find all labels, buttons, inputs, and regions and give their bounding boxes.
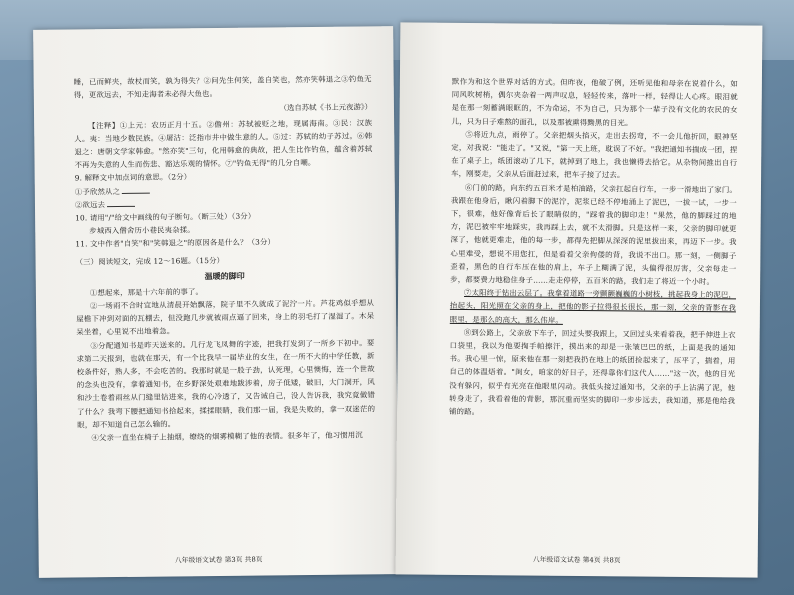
- question-10: 10. 请用"/"给文中画线的句子断句。（断三处）（3分）: [75, 211, 256, 223]
- paragraph-4-continued: 默作为和这个世界对话的方式。但昨夜，他破了例，还听见他和母亲在说着什么，如同风吹树梢，偶尔夹杂着一两声叹息，轻轻传来，落叶一样，轻得让人心疼。眼泪就是在那一刻蓄满眼眶的，不为命运，不为自己，只为那个一辈子没有文化的农民的女儿，只为日子难熬的面孔，以及那被熏得黝黑的目光。: [451, 76, 738, 128]
- answer-blank[interactable]: [107, 206, 135, 207]
- exam-page-right: [396, 22, 763, 577]
- paragraph-1: ①想起来，那是十六年前的事了。: [89, 286, 204, 298]
- paragraph-6: ⑥门前的路，向东约五百米才是柏油路，父亲扛起自行车，一步一滑地出了家门。我跟在他身后，瞅闪着脚下的泥泞，泥浆已经不停地涌上了泥巴，一拔一试，一步一下，很难，他好像背后长了眼睛似的，"踩着我的脚印走！"果然，他的脚踩过的地方，泥巴被牢牢地踩实，我再踩上去，就不太滑脚。只是这样一来，父亲的脚印就更深了，他就更难走，他的每一步，都得先把脚从深深的泥里拔出来，再迈下一步。我心里难受，想说不用您扛，但是看着父亲佝偻的背，我说不出口。那一刻，一侧脚子歪着，黑色的自行车压在他的肩上，车子上糊满了泥，头偏得很厉害，父亲每走一步，都要费力地稳住身子……走走停停，五百米的路，我们走了将近一个小时。: [450, 182, 738, 287]
- paragraph-5: ⑤将近九点，雨停了。父亲把烟头掐灭，走出去拐弯，不一会儿他折回，眼神坚定，对我说："能走了。"又说，"第一天上班，耽误了不好。"我把通知书揣成一团，捏在了桌子上，纸团滚动了几下，就掉到了地上，我也懒得去拾它。从杂物间推出自行车，刚要走，父亲从后面赶过来，把车子接了过去。: [451, 129, 738, 180]
- question-9: 9. 解释文中加点词的意思。（2分）: [74, 172, 192, 183]
- paragraph-2: ②一场雨不合时宜地从清晨开始飘落，院子里不久就成了泥泞一片。芦花鸡似乎想从屋檐下冲到对面的瓦棚去，但没跑几步就被雨点逼了回来，身上的羽毛打了湿湿了。木呆呆坐着，心里说不出地着急。: [76, 298, 375, 337]
- answer-blank[interactable]: [122, 192, 150, 193]
- paragraph-7-underlined: ⑦太阳终于钻出云层了。我拿着道路一旁颤颤巍巍的小树枝，挑起我身上的泥巴，抬起头，阳光照在父亲的身上，把他的影子拉得很长很长，那一刻，父亲的背影在我眼里，是那么的高大，那么伟岸。: [449, 288, 737, 325]
- exam-page-left: [33, 26, 399, 578]
- left-page-content: [74, 72, 376, 444]
- page-footer-left: 八年级语文试卷 第3页 共8页: [174, 555, 263, 565]
- question-11: 11. 文中作者"自笑"和"笑韩退之"的原因各是什么？（3分）: [75, 237, 276, 249]
- right-page-content: [449, 75, 738, 421]
- question-9a: ①予欣然从之: [75, 182, 373, 198]
- page-footer-right: 八年级语文试卷 第4页 共8页: [532, 555, 621, 565]
- article-title: 温暖的脚印: [204, 270, 245, 281]
- question-9b: ②欲远去: [75, 195, 373, 211]
- paragraph-8: ⑧到公路上，父亲放下车子，回过头要我跟上，又回过头来看着我，把手伸进上衣口袋里，我以为他要掏手帕擦汗，摸出来的却是一张皱巴巴的纸，上面是我的通知书。我心里一惊，原来他在那一刻把我扔在地上的纸团捡起来了，压平了，揣着，用自己的体温焐着。"闺女，咱家的好日子，还得靠你们这代人……"这一次，他的目光没有躲闪，似乎有光亮在他眼里闪动。我低头接过通知书，父亲的手上沾满了泥，他转身走了，我看着他的背影，那沉重而坚实的脚印一步步远去，我知道，那是他给我铺的路。: [448, 327, 736, 417]
- paragraph-4-start: ④父亲一直坐在椅子上抽烟，缭绕的烟雾模糊了他的表情。很多年了，他习惯用沉: [91, 430, 363, 443]
- source-citation: （选自苏轼《书上元夜游》）: [279, 102, 373, 113]
- paragraph-3: ③分配通知书是昨天送来的。几行龙飞凤舞的字迹，把我打发到了一所乡下初中。要求第二天报到，也就在那天，有一个比我早一届毕业的女生，在一所不大的中学任教，新校条件好，熟人多，不会吃苦的。我那时就是一股子劲，认死理，心里懊悔，连一个世故的念头也没有，拿着通知书，在乡野深处艰难地跋涉着，房子低矮，破旧，大门洞开，风和沙土卷着雨丝从门缝里钻进来，我的心冷透了，又告诫自己，没人告诉我，我究竟做错了什么？我弯下腰把通知书拾起来，揉揉眼睛，我们那一届，我是失败的，拿一双迷茫的眼，却不知道自己怎么输的。: [76, 337, 376, 430]
- section-3-heading: （三）阅读短文，完成 12～16题。（15分）: [75, 255, 225, 267]
- annotation-note: 【注释】①上元：农历正月十五。②儋州：苏轼被贬之地，现属海南。③民：汉族人。夷：当地少数民族。④屠沽：泛指市井中做生意的人。⑤过：苏轼的幼子苏过。⑥韩退之：唐朝文学家韩愈。"然亦笑"三句，化用韩愈的典故，把人生比作钓鱼，蕴含着苏轼不再为失意的人生而伤悲、豁达乐观的情怀。⑦"钓鱼无得"的几分自嘲。: [74, 117, 373, 170]
- classical-text-tail: 睡，已而鲜夹，故杖而笑，孰为得失？②问先生何笑，盖自笑也，然亦笑韩退之③钓鱼无得，更欲远去，不知走海者未必得大鱼也。: [73, 74, 372, 100]
- question-10-sentence: 步城西入僧舍历小巷民夷杂揉。: [89, 225, 195, 236]
